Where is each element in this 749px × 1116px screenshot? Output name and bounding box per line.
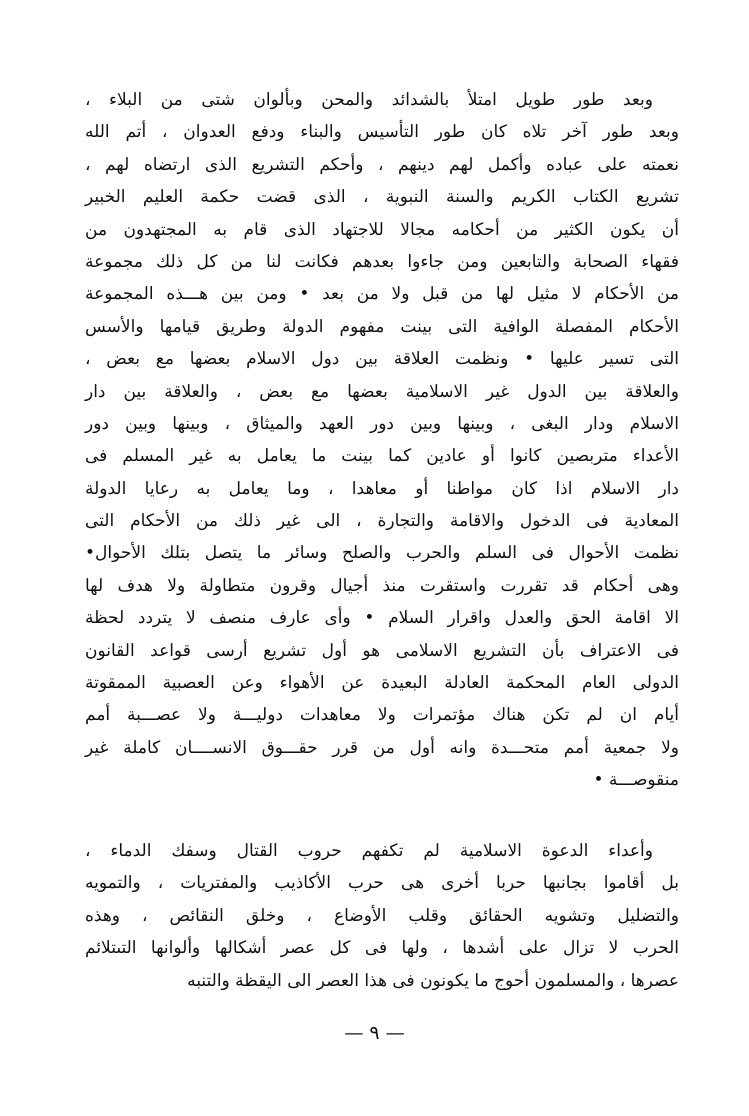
text-line: من الأحكام لا مثيل لها من قبل ولا من بعد • ومن بين هـــذه المجموعة [85, 284, 679, 305]
text-line: التى تسير عليها • ونظمت العلاقة بين دول الاسلام بعضها مع بعض ، [85, 349, 679, 370]
paragraph-2 [85, 835, 679, 997]
text-line: وهى أحكام قد تقررت واستقرت منذ أجيال وقرون متطاولة ولا هدف لها [85, 575, 679, 596]
text-line: الا اقامة الحق والعدل واقرار السلام • وأى عارف منصف لا يتردد لحظة [85, 608, 679, 629]
text-line: الأعداء متربصين كانوا أو عادين كما بينت ما يعامل به غير المسلم فى [85, 446, 679, 467]
text-line: الحرب لا تزال على أشدها ، ولها فى كل عصر أشكالها وألوانها التىتلائم [85, 938, 679, 959]
text-line: تشريع الكتاب الكريم والسنة النبوية ، الذى قضت حكمة العليم الخبير [85, 187, 679, 208]
text-line: وبعد طور آخر تلاه كان طور التأسيس والبناء ودفع العدوان ، أتم الله [85, 122, 679, 143]
text-line: أن يكون الكثير من أحكامه مجالا للاجتهاد الذى قام به المجتهدون من [85, 219, 679, 240]
text-line: دار الاسلام اذا كان مواطنا أو معاهدا ، وما يعامل به رعايا الدولة [85, 478, 679, 499]
text-line: أيام ان لم تكن هناك مؤتمرات ولا معاهدات دوليـــة ولا عصـــبة أمم [85, 705, 679, 726]
text-line: نعمته على عباده وأكمل لهم دينهم ، وأحكم التشريع الذى ارتضاه لهم ، [85, 154, 679, 175]
text-line: المعادية فى الدخول والاقامة والتجارة ، الى غير ذلك من الأحكام التى [85, 511, 679, 532]
paragraph-1 [85, 84, 679, 797]
text-line: الأحكام المفصلة الوافية التى بينت مفهوم الدولة وطريق قيامها والأسس [85, 316, 679, 337]
text-line: عصرها ، والمسلمون أحوج ما يكونون فى هذا العصر الى اليقظة والتنبه [187, 970, 679, 991]
text-line: وبعد طور طويل امتلأ بالشدائد والمحن وبألوان شتى من البلاء ، [85, 90, 653, 110]
text-line: وأعداء الدعوة الاسلامية لم تكفهم حروب القتال وسفك الدماء ، [85, 841, 653, 861]
text-line: بل أقاموا بجانبها حربا أخرى هى حرب الأكاذيب والمفتريات ، والتمويه [85, 873, 679, 894]
text-line: فقهاء الصحابة والتابعين ومن جاءوا بعدهم فكانت لنا من كل ذلك مجموعة [85, 251, 679, 272]
text-line: والعلاقة بين الدول غير الاسلامية بعضها مع بعض ، والعلاقة بين دار [85, 381, 679, 402]
page-number: — ٩ — [344, 1022, 405, 1044]
text-line: نظمت الأحوال فى السلم والحرب والصلح وسائر ما يتصل بتلك الأحوال• [85, 543, 679, 564]
text-line: منقوصـــة • [593, 770, 679, 791]
text-line: والتضليل وتشويه الحقائق وقلب الأوضاع ، وخلق النقائص ، وهذه [85, 905, 679, 926]
text-line: الدولى العام المحكمة العادلة البعيدة عن الأهواء وعن العصبية الممقوتة [85, 673, 679, 694]
text-line: فى الاعتراف بأن التشريع الاسلامى هو أول تشريع أرسى قواعد القانون [85, 640, 679, 661]
text-line: الاسلام ودار البغى ، وبينها وبين دور العهد والميثاق ، وبينها وبين دور [85, 413, 679, 434]
text-line: ولا جمعية أمم متحـــدة وانه أول من قرر حقـــوق الانســــان كاملة غير [85, 737, 679, 758]
